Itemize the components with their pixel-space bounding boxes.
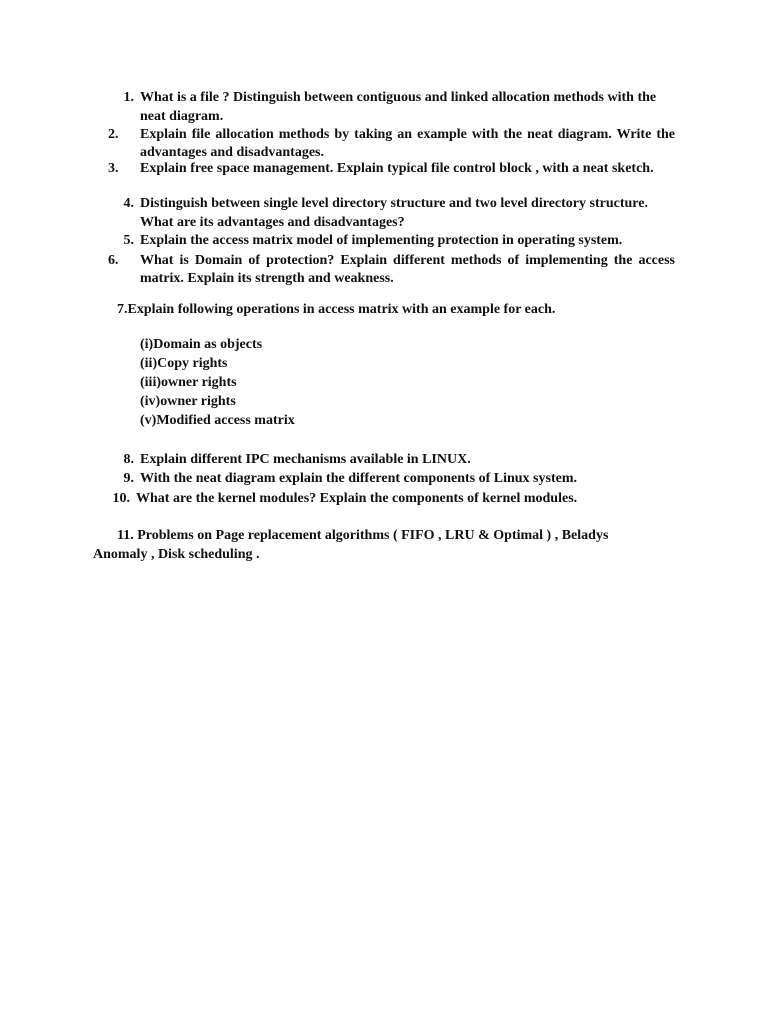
question-7-heading: 7.Explain following operations in access matrix with an example for each. (117, 302, 556, 317)
question-1 (123, 88, 675, 126)
q7-item: (i)Domain as objects (140, 337, 263, 352)
question-number: 2. (108, 127, 119, 142)
question-number: 1. (123, 90, 134, 105)
question-text: What is a file ? Distinguish between contiguous and linked allocation methods with the neat diagram. (140, 90, 657, 124)
question-9 (123, 470, 675, 488)
question-number: 3. (108, 161, 119, 176)
question-text: Distinguish between single level directory structure and two level directory structure. What are its advantages and disadvantages? (140, 196, 648, 230)
question-6 (108, 252, 675, 287)
q7-item: (ii)Copy rights (140, 356, 228, 371)
question-number: 6. (108, 253, 119, 268)
question-number: 5. (123, 233, 134, 248)
question-11-line-2: Anomaly , Disk scheduling . (93, 547, 260, 562)
question-number: 8. (123, 452, 134, 467)
question-number: 9. (123, 471, 134, 486)
q7-item: (v)Modified access matrix (140, 413, 295, 428)
question-text: With the neat diagram explain the different components of Linux system. (140, 471, 577, 486)
question-8 (123, 451, 675, 469)
question-5 (123, 232, 675, 250)
question-text: Explain different IPC mechanisms available in LINUX. (140, 452, 471, 467)
question-number: 4. (123, 196, 134, 211)
question-number: 10. (112, 491, 130, 506)
question-3 (108, 160, 675, 178)
q7-item: (iv)owner rights (140, 394, 236, 409)
question-4 (123, 194, 675, 232)
question-text: Explain file allocation methods by taking an example with the neat diagram. Write the advantages and disadvantages. (140, 127, 675, 160)
question-text: Explain the access matrix model of implementing protection in operating system. (140, 233, 623, 248)
question-text: What is Domain of protection? Explain different methods of implementing the access matrix. Explain its strength and weakness. (140, 253, 675, 286)
q7-item: (iii)owner rights (140, 375, 237, 390)
question-text: Explain free space management. Explain typical file control block , with a neat sketch. (140, 161, 654, 176)
question-text: What are the kernel modules? Explain the components of kernel modules. (136, 491, 578, 506)
question-10 (112, 490, 671, 508)
question-11-line-1: 11. Problems on Page replacement algorithms ( FIFO , LRU & Optimal ) , Beladys (117, 528, 609, 543)
question-2 (108, 126, 675, 161)
